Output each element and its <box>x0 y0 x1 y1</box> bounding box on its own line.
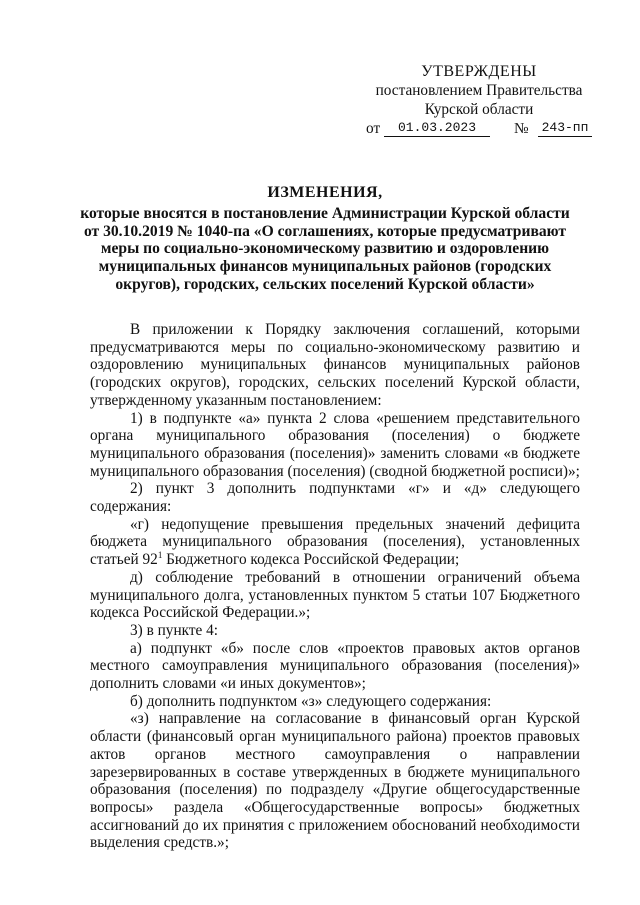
paragraph-subitem-z: «з) направление на согласование в финансовый орган Курской области (финансовый орган муниципального района) проектов правовых актов органов местного самоуправления о направлении зарезервированных в составе утвержденных в бюджете муниципального образования (поселения) по подразделу «Другие общегосударственные вопросы» раздела «Общегосударственные вопросы» бюджетных ассигнований до их принятия с приложением обоснований необходимости выделения средств.»; <box>90 710 580 852</box>
document-title <box>60 184 590 294</box>
paragraph-subitem-d: д) соблюдение требований в отношении ограничений объема муниципального долга, установленных пунктом 5 статьи 107 Бюджетного кодекса Российской Федерации.»; <box>90 568 580 622</box>
approval-heading: УТВЕРЖДЕНЫ <box>421 63 537 80</box>
paragraph-subitem-a: а) подпункт «б» после слов «проектов правовых актов органов местного самоуправления муниципального образования (поселения)» дополнить словами «и иных документов»; <box>90 639 580 693</box>
article-superscript: 1 <box>157 550 163 561</box>
approval-line-2: Курской области <box>424 101 534 118</box>
paragraph-intro: В приложении к Порядку заключения соглашений, которыми предусматриваются меры по социально-экономическому развитию и оздоровлению муниципальных финансов муниципальных районов (городских округов), городских, сельских поселений Курской области, утвержденному указанным постановлением: <box>90 321 580 409</box>
number-prefix: № <box>514 120 529 137</box>
subitem-g-text: «г) недопущение превышения предельных значений дефицита бюджета муниципального образования (поселения), установленных статьей 92 <box>90 515 580 569</box>
title-line-5: муниципальных финансов муниципальных районов (городских <box>98 258 552 276</box>
approval-line-1: постановлением Правительства <box>375 82 583 99</box>
approval-date-line <box>366 119 592 138</box>
title-line-1: ИЗМЕНЕНИЯ, <box>267 184 383 201</box>
date-prefix: от <box>366 120 381 137</box>
title-line-6: округов), городских, сельских поселений Курской области» <box>115 275 535 293</box>
approval-number: 243-пп <box>538 119 592 137</box>
paragraph-item-1: 1) в подпункте «а» пункта 2 слова «решением представительного органа муниципального образования (поселения) о бюджете муниципального образования (поселения)» заменить словами «в бюджете муниципального образования (поселения) (сводной бюджетной росписи)»; <box>90 409 580 480</box>
title-line-3: от 30.10.2019 № 1040-па «О соглашениях, которые предусматривают <box>83 222 567 240</box>
title-line-2: которые вносятся в постановление Администрации Курской области <box>80 204 570 222</box>
approval-stamp <box>366 62 592 138</box>
title-line-4: меры по социально-экономическому развитию и оздоровлению <box>100 240 550 258</box>
paragraph-subitem-g <box>90 516 580 569</box>
paragraph-subitem-b: б) дополнить подпунктом «з» следующего содержания: <box>130 692 492 710</box>
subitem-g-text-end: Бюджетного кодекса Российской Федерации; <box>162 551 460 569</box>
paragraph-item-3: 3) в пункте 4: <box>130 621 219 639</box>
paragraph-item-2: 2) пункт 3 дополнить подпунктами «г» и «д» следующего содержания: <box>90 480 580 516</box>
approval-date: 01.03.2023 <box>384 119 490 137</box>
document-body <box>90 321 580 852</box>
